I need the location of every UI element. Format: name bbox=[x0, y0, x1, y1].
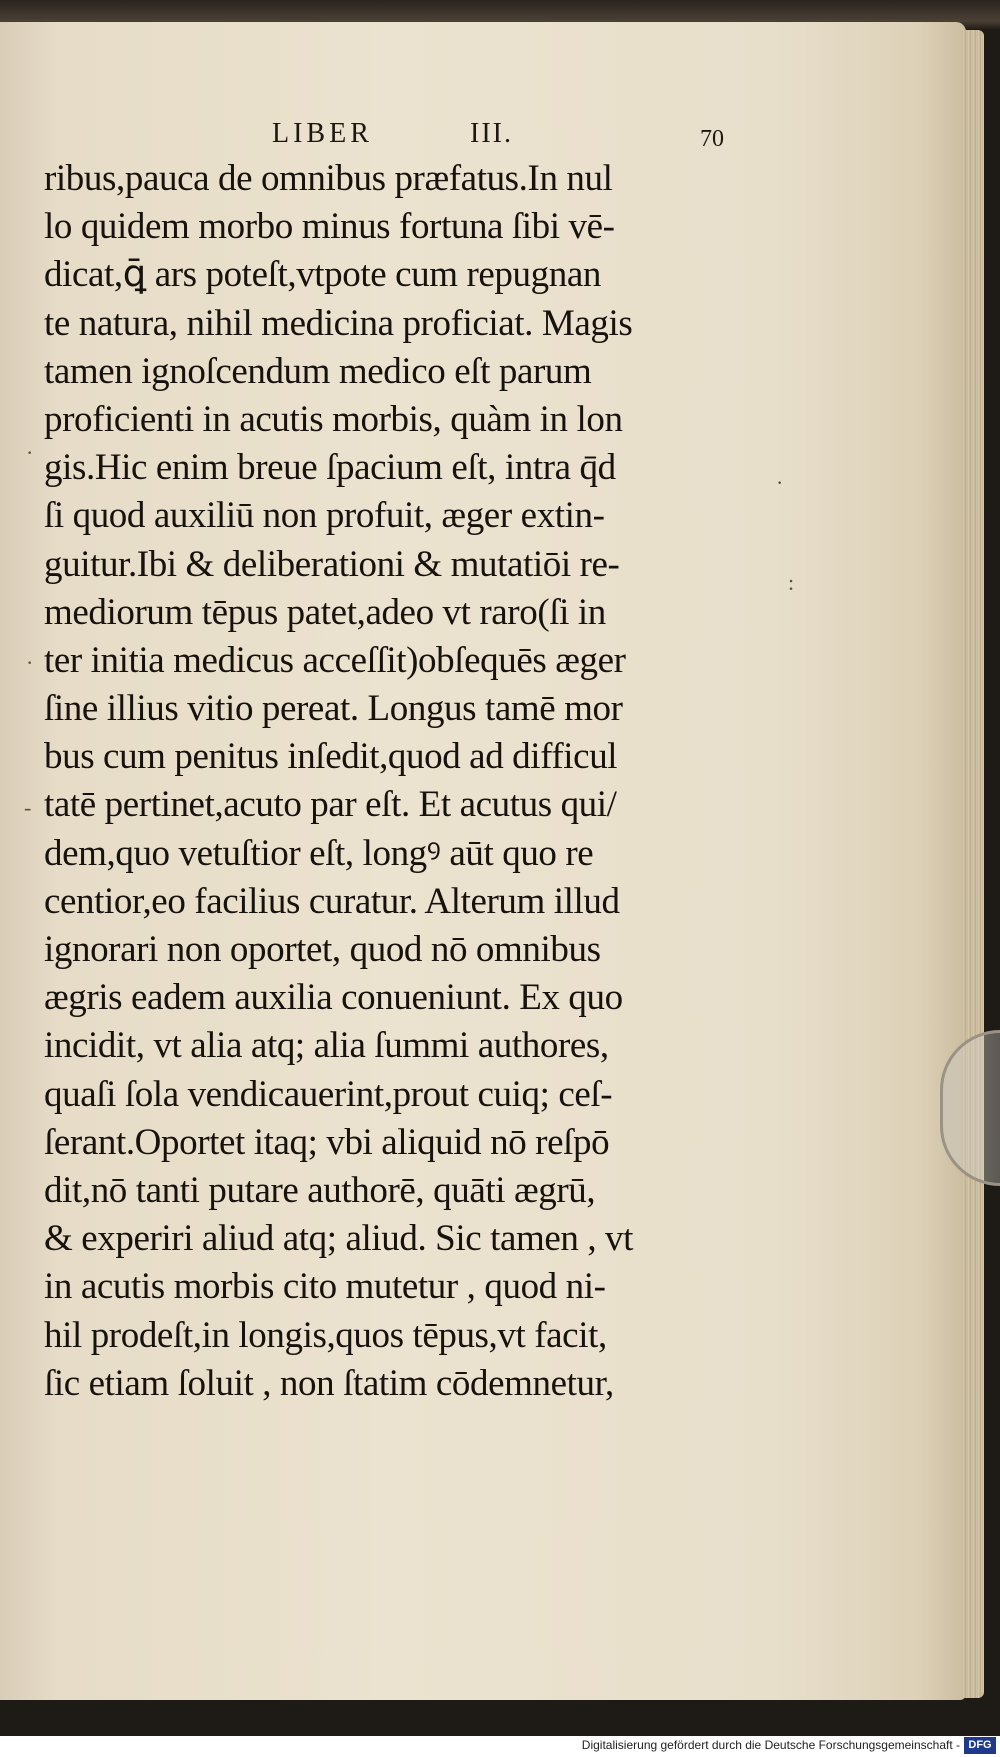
text-line: tamen ignoſcendum medico eſt parum bbox=[44, 350, 592, 392]
text-line: ſic etiam ſoluit , non ſtatim cōdemnetur, bbox=[44, 1362, 614, 1404]
text-line: proficienti in acutis morbis, quàm in lon bbox=[44, 398, 623, 440]
text-line: ignorari non oportet, quod nō omnibus bbox=[44, 929, 601, 970]
text-line: guitur.Ibi & deliberationi & mutatiōi re- bbox=[44, 543, 620, 585]
text-line: dem,quo vetuſtior eſt, longꝰ aūt quo re bbox=[44, 832, 594, 874]
text-line: te natura, nihil medicina proficiat. Magis bbox=[44, 302, 633, 344]
running-head: LIBER bbox=[272, 118, 373, 149]
text-line: gis.Hic enim breue ſpacium eſt, intra q̄d bbox=[44, 447, 616, 489]
book-number: III. bbox=[470, 118, 513, 149]
page-edges bbox=[962, 30, 984, 1698]
margin-mark: · bbox=[26, 440, 34, 465]
text-line: & experiri aliud atq; aliud. Sic tamen , vt bbox=[44, 1218, 634, 1260]
text-line: hil prodeſt,in longis,quos tēpus,vt facit, bbox=[44, 1314, 607, 1356]
footer-bar bbox=[0, 1736, 1000, 1757]
text-block bbox=[44, 155, 744, 1408]
text-line: ſine illius vitio pereat. Longus tamē mor bbox=[44, 688, 623, 730]
text-line: centior,eo facilius curatur. Alterum illud bbox=[44, 880, 620, 922]
text-line: ſi quod auxiliū non profuit, æger extin- bbox=[44, 495, 605, 537]
margin-mark: - bbox=[24, 795, 32, 820]
margin-mark: · bbox=[776, 470, 784, 495]
text-line: ribus,pauca de omnibus præfatus.In nul bbox=[44, 158, 613, 199]
footer-credit: Digitalisierung gefördert durch die Deutsche Forschungsgemeinschaft - bbox=[581, 1738, 960, 1752]
text-line: in acutis morbis cito mutetur , quod ni- bbox=[44, 1266, 606, 1308]
folio-number: 70 bbox=[700, 126, 724, 152]
text-line: ægris eadem auxilia conueniunt. Ex quo bbox=[44, 977, 623, 1019]
text-line: mediorum tēpus patet,adeo vt raro(ſi in bbox=[44, 591, 606, 633]
text-line: lo quidem morbo minus fortuna ſibi vē- bbox=[44, 206, 615, 248]
margin-mark: · bbox=[26, 650, 34, 675]
text-line: ſerant.Oportet itaq; vbi aliquid nō reſpō bbox=[44, 1121, 610, 1163]
text-line: dicat,ꝗ̄ ars poteſt,vtpote cum repugnan bbox=[44, 254, 601, 296]
margin-mark: : bbox=[788, 570, 795, 595]
text-line: bus cum penitus inſedit,quod ad difficul bbox=[44, 736, 618, 778]
text-line: ter initia medicus acceſſit)obſequēs æger bbox=[44, 639, 626, 681]
text-line: incidit, vt alia atq; alia ſummi authores, bbox=[44, 1025, 609, 1067]
dfg-logo: DFG bbox=[964, 1737, 996, 1754]
text-line: quaſi ſola vendicauerint,prout cuiq; ceſ- bbox=[44, 1073, 613, 1115]
text-line: dit,nō tanti putare authorē, quāti ægrū, bbox=[44, 1169, 596, 1211]
page-header bbox=[0, 112, 966, 156]
text-line: tatē pertinet,acuto par eſt. Et acutus qui/ bbox=[44, 784, 617, 826]
